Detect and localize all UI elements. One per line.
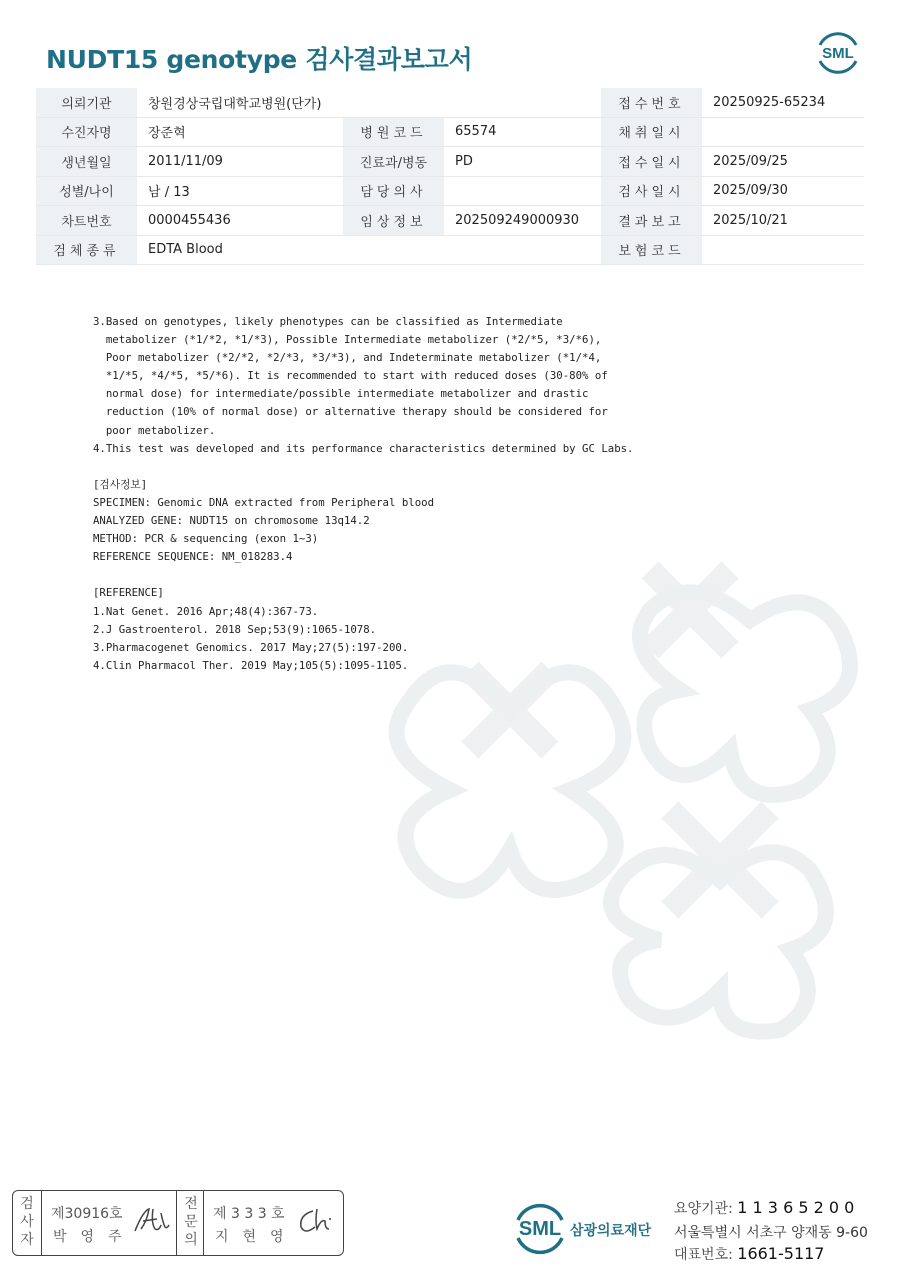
institution-code-label: 요양기관: xyxy=(674,1201,738,1217)
chart-no-label: 차트번호 xyxy=(36,206,137,236)
info-row xyxy=(36,117,864,147)
reference-item: 1.Nat Genet. 2016 Apr;48(4):367-73. xyxy=(93,604,319,618)
collection-date-label: 채취일시 xyxy=(601,117,702,147)
requesting-institution-value: 창원경상국립대학교병원(단가) xyxy=(137,88,601,117)
requesting-institution-label: 의뢰기관 xyxy=(36,88,137,117)
report-date-value: 2025/10/21 xyxy=(702,206,864,236)
test-info-method: METHOD: PCR & sequencing (exon 1~3) xyxy=(93,532,319,546)
receipt-date-value: 2025/09/25 xyxy=(702,147,864,177)
patient-name-value: 장준혁 xyxy=(137,117,343,147)
birth-date-label: 생년월일 xyxy=(36,147,137,177)
insurance-code-label: 보험코드 xyxy=(601,235,702,265)
sml-logo-text: SML xyxy=(822,45,854,62)
collection-date-value xyxy=(702,117,864,147)
insurance-code-value xyxy=(702,235,864,265)
signature-box xyxy=(12,1190,344,1256)
note-4: 4.This test was developed and its performance characteristics determined by GC Labs. xyxy=(93,441,634,455)
info-row xyxy=(36,147,864,177)
address: 서울특별시 서초구 양재동 9-60 xyxy=(674,1225,868,1241)
examiner-signature-icon xyxy=(131,1205,173,1237)
doctor-value xyxy=(444,176,601,206)
divider xyxy=(203,1191,204,1255)
receipt-date-label: 접수일시 xyxy=(601,147,702,177)
specialist-license: 제 3 3 3 호 xyxy=(213,1206,285,1222)
test-info-gene: ANALYZED GENE: NUDT15 on chromosome 13q14.2 xyxy=(93,514,370,528)
sml-footer-logo-icon xyxy=(510,1200,570,1256)
test-info-header: [검사정보] xyxy=(93,477,148,491)
patient-name-label: 수진자명 xyxy=(36,117,137,147)
reference-header: [REFERENCE] xyxy=(93,586,164,600)
birth-date-value: 2011/11/09 xyxy=(137,147,343,177)
examiner-license: 제30916호 xyxy=(51,1206,123,1222)
specimen-type-value: EDTA Blood xyxy=(137,235,601,265)
clinical-info-label: 임상정보 xyxy=(343,206,444,236)
report-title: NUDT15 genotype 검사결과보고서 xyxy=(46,45,473,74)
report-date-label: 결과보고 xyxy=(601,206,702,236)
reference-item: 2.J Gastroenterol. 2018 Sep;53(9):1065-1078. xyxy=(93,622,377,636)
reference-item: 4.Clin Pharmacol Ther. 2019 May;105(5):1095-1105. xyxy=(93,658,409,672)
sml-logo-icon xyxy=(814,30,862,76)
sex-age-label: 성별/나이 xyxy=(36,176,137,206)
info-row xyxy=(36,235,864,265)
patient-info-table xyxy=(36,88,864,265)
institution-code-value: 1 1 3 6 5 2 0 0 xyxy=(737,1198,855,1217)
hospital-code-label: 병원코드 xyxy=(343,117,444,147)
clinical-info-value: 202509249000930 xyxy=(444,206,601,236)
organization-name: 삼광의료재단 xyxy=(570,1223,652,1239)
receipt-no-value: 20250925-65234 xyxy=(702,88,864,117)
phone-label: 대표번호: xyxy=(674,1247,738,1263)
info-row xyxy=(36,206,864,236)
info-row xyxy=(36,88,864,117)
doctor-label: 담당의사 xyxy=(343,176,444,206)
institution-code xyxy=(674,1198,854,1218)
specialist-label: 전 문 의 xyxy=(184,1196,198,1248)
receipt-no-label: 접수번호 xyxy=(601,88,702,117)
reference-item: 3.Pharmacogenet Genomics. 2017 May;27(5):197-200. xyxy=(93,640,409,654)
note-3: 3.Based on genotypes, likely phenotypes can be classified as Intermediate metabolizer (*1/*2, *1/*3), Possible Intermediate metabolizer (*2/*5, *3/*6), Poor metabolizer (*2/*2, *2/*3, *3/*3), and Indeterminate metabolizer (*1/*4, *1/*5, *4/*5, *5/*6). It is recommended to start with reduced doses (30-80% of normal dose) for intermediate/possible intermediate metabolizer and drastic reduction (10% of normal dose) or alternative therapy should be considered for poor metabolizer. xyxy=(93,315,608,437)
test-date-label: 검사일시 xyxy=(601,176,702,206)
phone-value: 1661-5117 xyxy=(737,1244,825,1263)
examiner-label: 검 사 자 xyxy=(20,1196,34,1248)
info-row xyxy=(36,176,864,206)
department-label: 진료과/병동 xyxy=(343,147,444,177)
report-body xyxy=(93,313,713,675)
examiner-name: 박영주 xyxy=(53,1229,136,1245)
test-info-specimen: SPECIMEN: Genomic DNA extracted from Peripheral blood xyxy=(93,495,435,509)
test-info-reference-sequence: REFERENCE SEQUENCE: NM_018283.4 xyxy=(93,550,293,564)
department-value: PD xyxy=(444,147,601,177)
specialist-signature-icon xyxy=(295,1205,335,1237)
test-date-value: 2025/09/30 xyxy=(702,176,864,206)
phone xyxy=(674,1244,824,1264)
chart-no-value: 0000455436 xyxy=(137,206,343,236)
divider xyxy=(41,1191,42,1255)
specimen-type-label: 검체종류 xyxy=(36,235,137,265)
sml-footer-logo-text: SML xyxy=(518,1218,562,1240)
sex-age-value: 남 / 13 xyxy=(137,176,343,206)
specialist-name: 지현영 xyxy=(215,1229,298,1245)
hospital-code-value: 65574 xyxy=(444,117,601,147)
